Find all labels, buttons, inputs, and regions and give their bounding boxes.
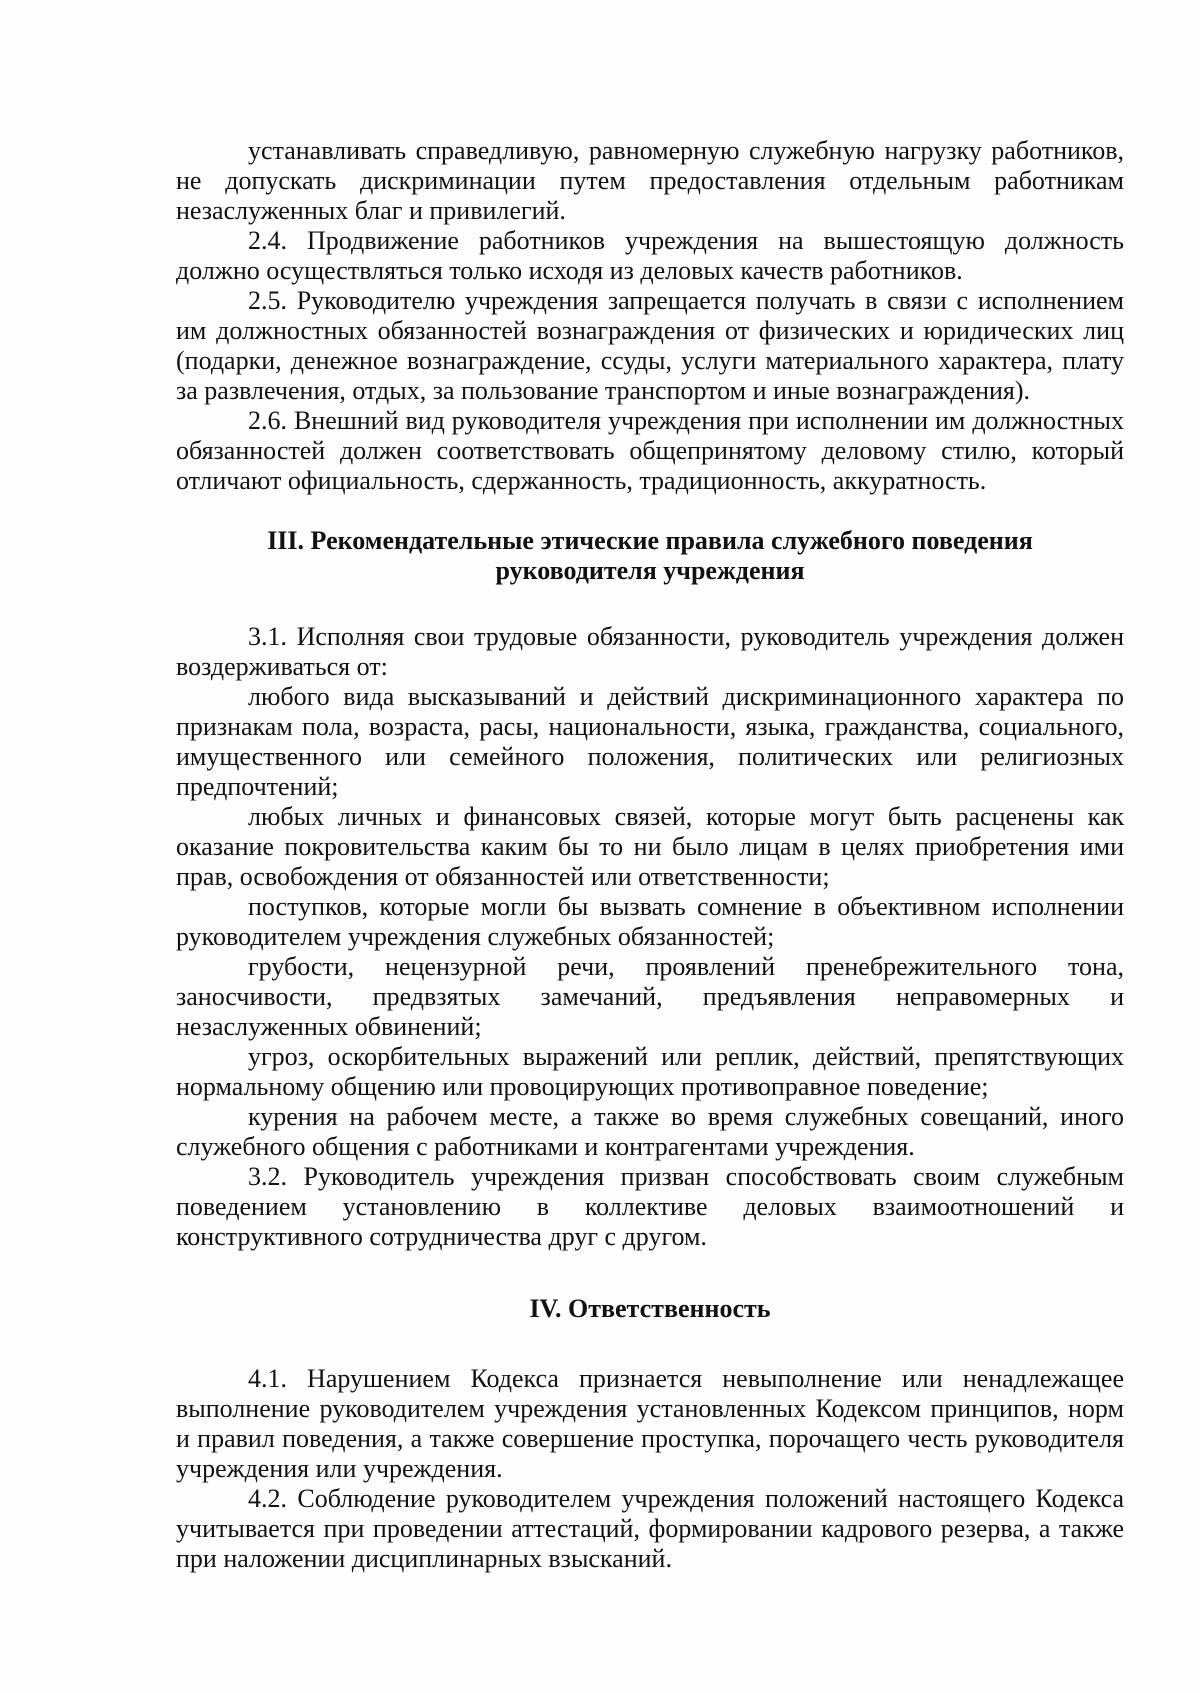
document-body bbox=[176, 136, 1124, 1574]
section-3-heading bbox=[176, 526, 1124, 586]
list-item: курения на рабочем месте, а также во время служебных совещаний, иного служебного общения с работниками и контрагентами учреждения. bbox=[176, 1102, 1124, 1161]
section-3-heading-line-1: III. Рекомендательные этические правила служебного поведения bbox=[267, 526, 1033, 555]
section-4-heading: IV. Ответственность bbox=[529, 1294, 771, 1323]
paragraph-2-4: 2.4. Продвижение работников учреждения на вышестоящую должность должно осуществляться только исходя из деловых качеств работников. bbox=[176, 226, 1124, 285]
paragraph-4-1: 4.1. Нарушением Кодекса признается невыполнение или ненадлежащее выполнение руководителем учреждения установленных Кодексом принципов, норм и правил поведения, а также совершение проступка, порочащего честь руководителя учреждения или учреждения. bbox=[176, 1364, 1124, 1483]
list-item: грубости, нецензурной речи, проявлений пренебрежительного тона, заносчивости, предвзятых замечаний, предъявления неправомерных и незаслуженных обвинений; bbox=[176, 952, 1124, 1041]
intro-paragraph: устанавливать справедливую, равномерную служебную нагрузку работников, не допускать дискриминации путем предоставления отдельным работникам незаслуженных благ и привилегий. bbox=[176, 136, 1124, 225]
list-item: поступков, которые могли бы вызвать сомнение в объективном исполнении руководителем учреждения служебных обязанностей; bbox=[176, 892, 1124, 951]
paragraph-3-1: 3.1. Исполняя свои трудовые обязанности, руководитель учреждения должен воздерживаться от: bbox=[176, 622, 1124, 681]
section-3-heading-line-2: руководителя учреждения bbox=[495, 556, 805, 585]
paragraph-2-6: 2.6. Внешний вид руководителя учреждения при исполнении им должностных обязанностей должен соответствовать общепринятому деловому стилю, который отличают официальность, сдержанность, традиционность, аккуратность. bbox=[176, 406, 1124, 495]
paragraph-3-2: 3.2. Руководитель учреждения призван способствовать своим служебным поведением установлению в коллективе деловых взаимоотношений и конструктивного сотрудничества друг с другом. bbox=[176, 1162, 1124, 1251]
paragraph-4-2: 4.2. Соблюдение руководителем учреждения положений настоящего Кодекса учитывается при проведении аттестаций, формировании кадрового резерва, а также при наложении дисциплинарных взысканий. bbox=[176, 1484, 1124, 1573]
paragraph-2-5: 2.5. Руководителю учреждения запрещается получать в связи с исполнением им должностных обязанностей вознаграждения от физических и юридических лиц (подарки, денежное вознаграждение, ссуды, услуги материального характера, плату за развлечения, отдых, за пользование транспортом и иные вознаграждения). bbox=[176, 286, 1124, 405]
list-item: угроз, оскорбительных выражений или реплик, действий, препятствующих нормальному общению или провоцирующих противоправное поведение; bbox=[176, 1042, 1124, 1101]
list-item: любых личных и финансовых связей, которые могут быть расценены как оказание покровительства каким бы то ни было лицам в целях приобретения ими прав, освобождения от обязанностей или ответственности; bbox=[176, 802, 1124, 891]
list-item: любого вида высказываний и действий дискриминационного характера по признакам пола, возраста, расы, национальности, языка, гражданства, социального, имущественного или семейного положения, политических или религиозных предпочтений; bbox=[176, 682, 1124, 801]
